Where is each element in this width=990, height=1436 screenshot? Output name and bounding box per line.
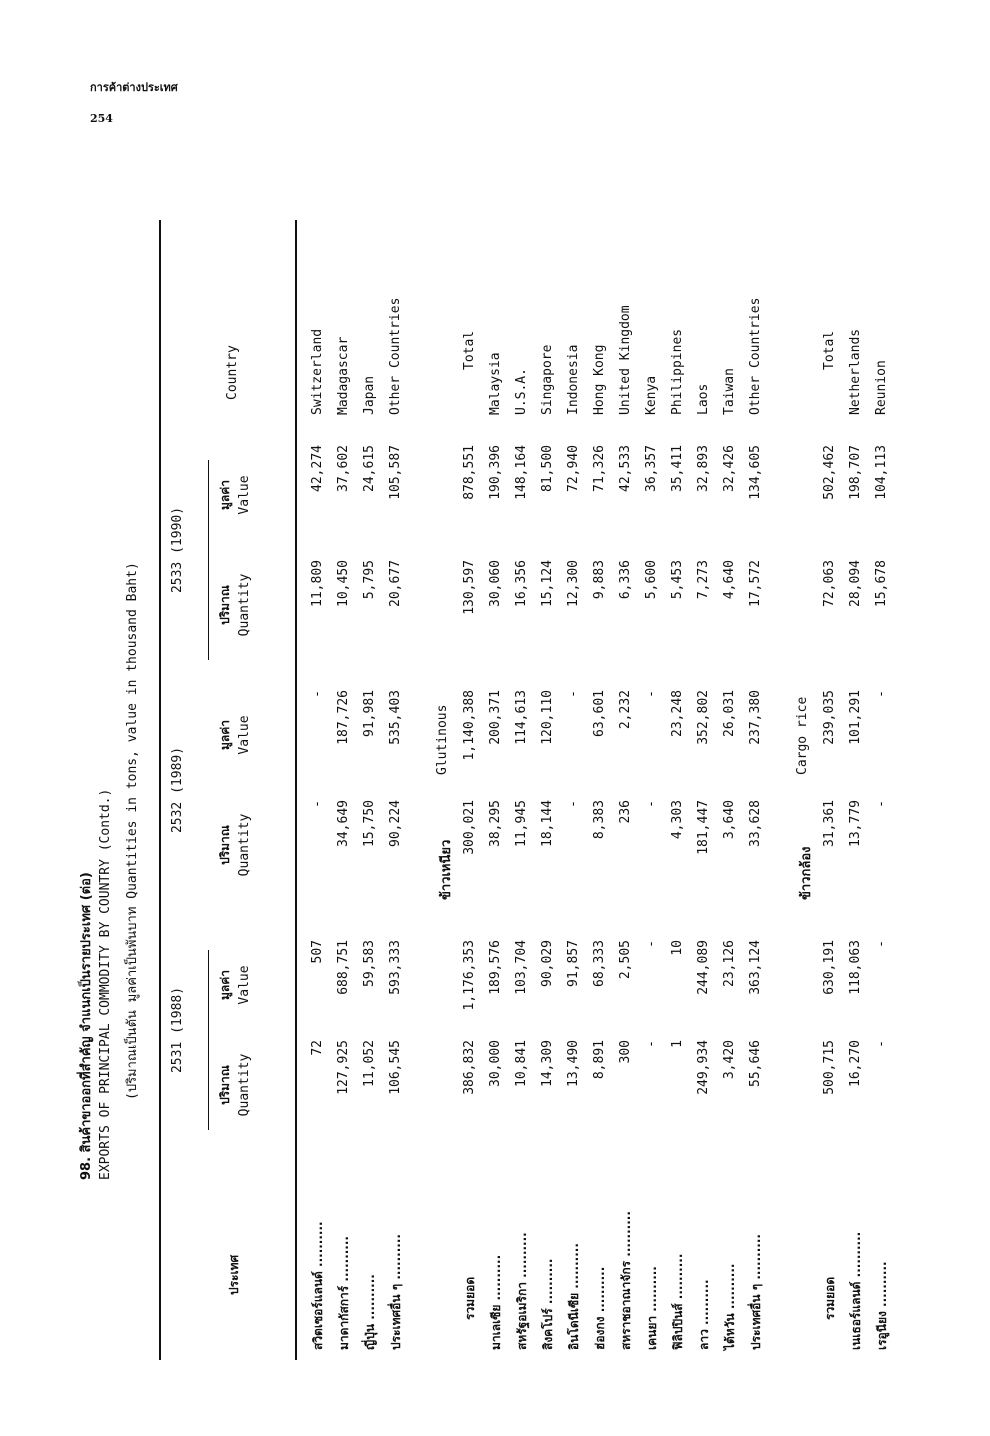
value-cell: 15,750 <box>362 800 377 847</box>
table-row <box>613 210 639 1390</box>
quantity-header-1989 <box>215 800 255 890</box>
table-row <box>509 210 535 1390</box>
value-cell: 71,326 <box>592 445 607 492</box>
country-english: United Kingdom <box>618 305 633 415</box>
commodity-label-english: Cargo rice <box>795 696 810 775</box>
quantity-thai-label: ปริมาณ <box>218 1065 232 1105</box>
country-english: Switzerland <box>310 328 325 415</box>
value-cell: 500,715 <box>822 1040 837 1095</box>
value-cell: 72,063 <box>822 560 837 607</box>
year-header-1990: 2533 (1990) <box>170 506 185 594</box>
year-header-1989: 2532 (1989) <box>170 746 185 834</box>
value-cell: 1,176,353 <box>462 940 477 1011</box>
country-english: Singapore <box>540 344 555 415</box>
value-cell: 9,883 <box>592 560 607 600</box>
value-cell: 148,164 <box>514 445 529 500</box>
value-cell: 11,809 <box>310 560 325 607</box>
value-cell: 8,891 <box>592 1040 607 1080</box>
table-row <box>383 210 409 1390</box>
value-cell: 72 <box>310 1040 325 1056</box>
section-header: การค้าต่างประเทศ <box>90 81 178 94</box>
value-cell: 26,031 <box>722 690 737 737</box>
quantity-header-1988 <box>215 1040 255 1130</box>
value-cell: 7,273 <box>696 560 711 600</box>
value-cell: 101,291 <box>848 690 863 745</box>
value-cell: - <box>644 940 659 948</box>
table-row <box>535 210 561 1390</box>
value-cell: 15,678 <box>874 560 889 607</box>
country-thai: มาดากัสการ์ .......... <box>337 1236 351 1350</box>
value-cell: 30,060 <box>488 560 503 607</box>
value-cell: 352,802 <box>696 690 711 745</box>
country-thai: ไต้หวัน .......... <box>723 1263 737 1350</box>
value-cell: 90,224 <box>388 800 403 847</box>
value-cell: 42,274 <box>310 445 325 492</box>
value-cell: 23,248 <box>670 690 685 737</box>
value-cell: 502,462 <box>822 445 837 500</box>
value-cell: 15,124 <box>540 560 555 607</box>
quantity-thai-label: ปริมาณ <box>218 825 232 865</box>
value-cell: 91,981 <box>362 690 377 737</box>
quantity-english-label: Quantity <box>237 573 252 637</box>
value-cell: 59,583 <box>362 940 377 987</box>
value-cell: 34,649 <box>336 800 351 847</box>
table-row <box>665 210 691 1390</box>
commodity-label-thai: ข้าวเหนียว <box>439 839 454 900</box>
value-cell: 13,490 <box>566 1040 581 1087</box>
value-cell: 91,857 <box>566 940 581 987</box>
value-cell: - <box>644 1040 659 1048</box>
country-thai: ฟิลิปปินส์ .......... <box>671 1253 685 1350</box>
value-cell: - <box>310 800 325 808</box>
year-underline-1988 <box>208 950 209 1130</box>
value-cell: 10,450 <box>336 560 351 607</box>
value-cell: 38,295 <box>488 800 503 847</box>
value-cell: - <box>874 940 889 948</box>
header-bottom-rule <box>295 220 297 1360</box>
value-cell: 190,396 <box>488 445 503 500</box>
value-cell: 11,052 <box>362 1040 377 1087</box>
value-cell: - <box>874 800 889 808</box>
value-cell: 11,945 <box>514 800 529 847</box>
value-cell: 237,380 <box>748 690 763 745</box>
value-cell: - <box>874 1040 889 1048</box>
value-cell: 134,605 <box>748 445 763 500</box>
table-row <box>743 210 769 1390</box>
table-row <box>483 210 509 1390</box>
value-cell: 24,615 <box>362 445 377 492</box>
value-english-label: Value <box>237 475 252 515</box>
table-row <box>639 210 665 1390</box>
table-row <box>843 210 869 1390</box>
country-english: Netherlands <box>848 328 863 415</box>
country-thai: รวมยอด <box>463 1276 477 1320</box>
country-english: Indonesia <box>566 344 581 415</box>
country-english: U.S.A. <box>514 368 529 415</box>
country-thai: ประเทศอื่น ๆ .......... <box>389 1234 403 1350</box>
value-cell: 81,500 <box>540 445 555 492</box>
country-english: Laos <box>696 383 711 415</box>
value-cell: 198,707 <box>848 445 863 500</box>
value-cell: 3,420 <box>722 1040 737 1080</box>
value-cell: 4,303 <box>670 800 685 840</box>
value-cell: 386,832 <box>462 1040 477 1095</box>
value-cell: 1,140,388 <box>462 690 477 761</box>
value-cell: 507 <box>310 940 325 964</box>
country-english: Total <box>462 330 477 370</box>
value-cell: 189,576 <box>488 940 503 995</box>
value-cell: 104,113 <box>874 445 889 500</box>
value-cell: 300,021 <box>462 800 477 855</box>
table-row <box>305 210 331 1390</box>
country-thai: มาเลเซีย .......... <box>489 1254 503 1350</box>
table-title-english: EXPORTS OF PRINCIPAL COMMODITY BY COUNTRY (Contd.) <box>98 788 113 1180</box>
value-cell: 120,110 <box>540 690 555 745</box>
country-thai: เคนยา .......... <box>645 1266 659 1350</box>
table-row <box>561 210 587 1390</box>
value-cell: 103,704 <box>514 940 529 995</box>
value-cell: 63,601 <box>592 690 607 737</box>
table-top-rule <box>159 220 161 1360</box>
value-cell: 130,597 <box>462 560 477 615</box>
country-thai: สิงคโปร์ .......... <box>541 1258 555 1350</box>
year-header-1988: 2531 (1988) <box>170 986 185 1074</box>
table-title-thai: 98. สินค้าขาออกที่สำคัญ จำแนกเป็นรายประเทศ (ต่อ) <box>79 872 94 1180</box>
total-row <box>457 210 483 1390</box>
value-cell: 10 <box>670 940 685 956</box>
value-cell: 18,144 <box>540 800 555 847</box>
value-header-1990 <box>215 450 255 540</box>
value-cell: - <box>644 690 659 698</box>
value-cell: - <box>874 690 889 698</box>
page-number: 254 <box>90 112 113 125</box>
table-row <box>717 210 743 1390</box>
value-cell: 2,232 <box>618 690 633 730</box>
quantity-thai-label: ปริมาณ <box>218 585 232 625</box>
country-thai: ญี่ปุ่น .......... <box>363 1274 377 1350</box>
value-thai-label: มูลค่า <box>218 719 232 751</box>
value-cell: 244,089 <box>696 940 711 995</box>
value-cell: - <box>566 800 581 808</box>
table-row <box>587 210 613 1390</box>
total-row <box>817 210 843 1390</box>
value-cell: 17,572 <box>748 560 763 607</box>
value-cell: 10,841 <box>514 1040 529 1087</box>
country-thai: ประเทศอื่น ๆ .......... <box>749 1234 763 1350</box>
country-english: Total <box>822 330 837 370</box>
value-cell: 127,925 <box>336 1040 351 1095</box>
value-cell: 181,447 <box>696 800 711 855</box>
value-cell: 2,505 <box>618 940 633 980</box>
value-cell: 32,426 <box>722 445 737 492</box>
value-cell: 200,371 <box>488 690 503 745</box>
value-cell: 33,628 <box>748 800 763 847</box>
value-cell: 12,300 <box>566 560 581 607</box>
country-thai: เรอูนียง .......... <box>875 1261 889 1350</box>
country-english-header: Country <box>225 345 240 400</box>
value-cell: 16,270 <box>848 1040 863 1087</box>
table-row <box>691 210 717 1390</box>
value-cell: - <box>310 690 325 698</box>
value-cell: 114,613 <box>514 690 529 745</box>
value-cell: 118,063 <box>848 940 863 995</box>
quantity-header-1990 <box>215 560 255 650</box>
value-cell: 363,124 <box>748 940 763 995</box>
country-thai-header: ประเทศ <box>227 1254 241 1295</box>
value-cell: 14,309 <box>540 1040 555 1087</box>
value-cell: 106,545 <box>388 1040 403 1095</box>
value-english-label: Value <box>237 715 252 755</box>
country-thai: สหราชอาณาจักร .......... <box>619 1211 633 1350</box>
rotated-table-page <box>65 210 889 1390</box>
value-cell: - <box>644 800 659 808</box>
value-cell: 90,029 <box>540 940 555 987</box>
country-thai: สวิตเซอร์แลนด์ .......... <box>311 1221 325 1350</box>
value-cell: 42,533 <box>618 445 633 492</box>
value-thai-label: มูลค่า <box>218 969 232 1001</box>
commodity-label-english: Glutinous <box>435 704 450 775</box>
value-cell: 688,751 <box>336 940 351 995</box>
quantity-english-label: Quantity <box>237 1053 252 1117</box>
table-units-note: (ปริมาณเป็นตัน มูลค่าเป็นพันบาท Quantities in tons, value in thousand Baht) <box>125 562 140 1100</box>
value-cell: 30,000 <box>488 1040 503 1087</box>
table-row <box>357 210 383 1390</box>
value-cell: 5,453 <box>670 560 685 600</box>
value-cell: 72,940 <box>566 445 581 492</box>
country-thai: เนเธอร์แลนด์ .......... <box>849 1231 863 1350</box>
value-cell: 32,893 <box>696 445 711 492</box>
country-thai: ฮ่องกง .......... <box>593 1266 607 1350</box>
table-row <box>869 210 895 1390</box>
value-cell: 13,779 <box>848 800 863 847</box>
country-english: Japan <box>362 375 377 415</box>
country-english: Kenya <box>644 375 659 415</box>
year-underline-1990 <box>208 460 209 660</box>
value-cell: 630,191 <box>822 940 837 995</box>
value-cell: 23,126 <box>722 940 737 987</box>
value-cell: - <box>566 690 581 698</box>
value-cell: 31,361 <box>822 800 837 847</box>
country-english: Madagascar <box>336 336 351 415</box>
value-cell: 28,094 <box>848 560 863 607</box>
table-row <box>331 210 357 1390</box>
country-english: Malaysia <box>488 352 503 415</box>
value-cell: 68,333 <box>592 940 607 987</box>
value-cell: 593,333 <box>388 940 403 995</box>
country-english: Hong Kong <box>592 344 607 415</box>
country-thai: สหรัฐอเมริกา .......... <box>515 1232 529 1350</box>
value-cell: 55,646 <box>748 1040 763 1087</box>
value-cell: 37,602 <box>336 445 351 492</box>
value-cell: 300 <box>618 1040 633 1064</box>
value-header-1988 <box>215 940 255 1030</box>
value-cell: 187,726 <box>336 690 351 745</box>
value-cell: 16,356 <box>514 560 529 607</box>
value-cell: 3,640 <box>722 800 737 840</box>
country-english: Other Countries <box>388 297 403 415</box>
country-english: Reunion <box>874 360 889 415</box>
value-cell: 8,383 <box>592 800 607 840</box>
value-cell: 1 <box>670 1040 685 1048</box>
value-cell: 6,336 <box>618 560 633 600</box>
value-english-label: Value <box>237 965 252 1005</box>
value-cell: 878,551 <box>462 445 477 500</box>
value-cell: 36,357 <box>644 445 659 492</box>
value-header-1989 <box>215 690 255 780</box>
value-cell: 5,600 <box>644 560 659 600</box>
country-thai: ลาว .......... <box>697 1279 711 1350</box>
value-thai-label: มูลค่า <box>218 479 232 511</box>
country-english: Philippines <box>670 328 685 415</box>
country-english: Other Countries <box>748 297 763 415</box>
quantity-english-label: Quantity <box>237 813 252 877</box>
value-cell: 20,677 <box>388 560 403 607</box>
commodity-label-thai: ข้าวกล้อง <box>799 846 814 900</box>
value-cell: 239,035 <box>822 690 837 745</box>
value-cell: 535,403 <box>388 690 403 745</box>
country-thai: รวมยอด <box>823 1276 837 1320</box>
country-thai: อินโดนีเซีย .......... <box>567 1243 581 1350</box>
value-cell: 236 <box>618 800 633 824</box>
value-cell: 5,795 <box>362 560 377 600</box>
value-cell: 249,934 <box>696 1040 711 1095</box>
value-cell: 105,587 <box>388 445 403 500</box>
value-cell: 35,411 <box>670 445 685 492</box>
value-cell: 4,640 <box>722 560 737 600</box>
country-english: Taiwan <box>722 368 737 415</box>
